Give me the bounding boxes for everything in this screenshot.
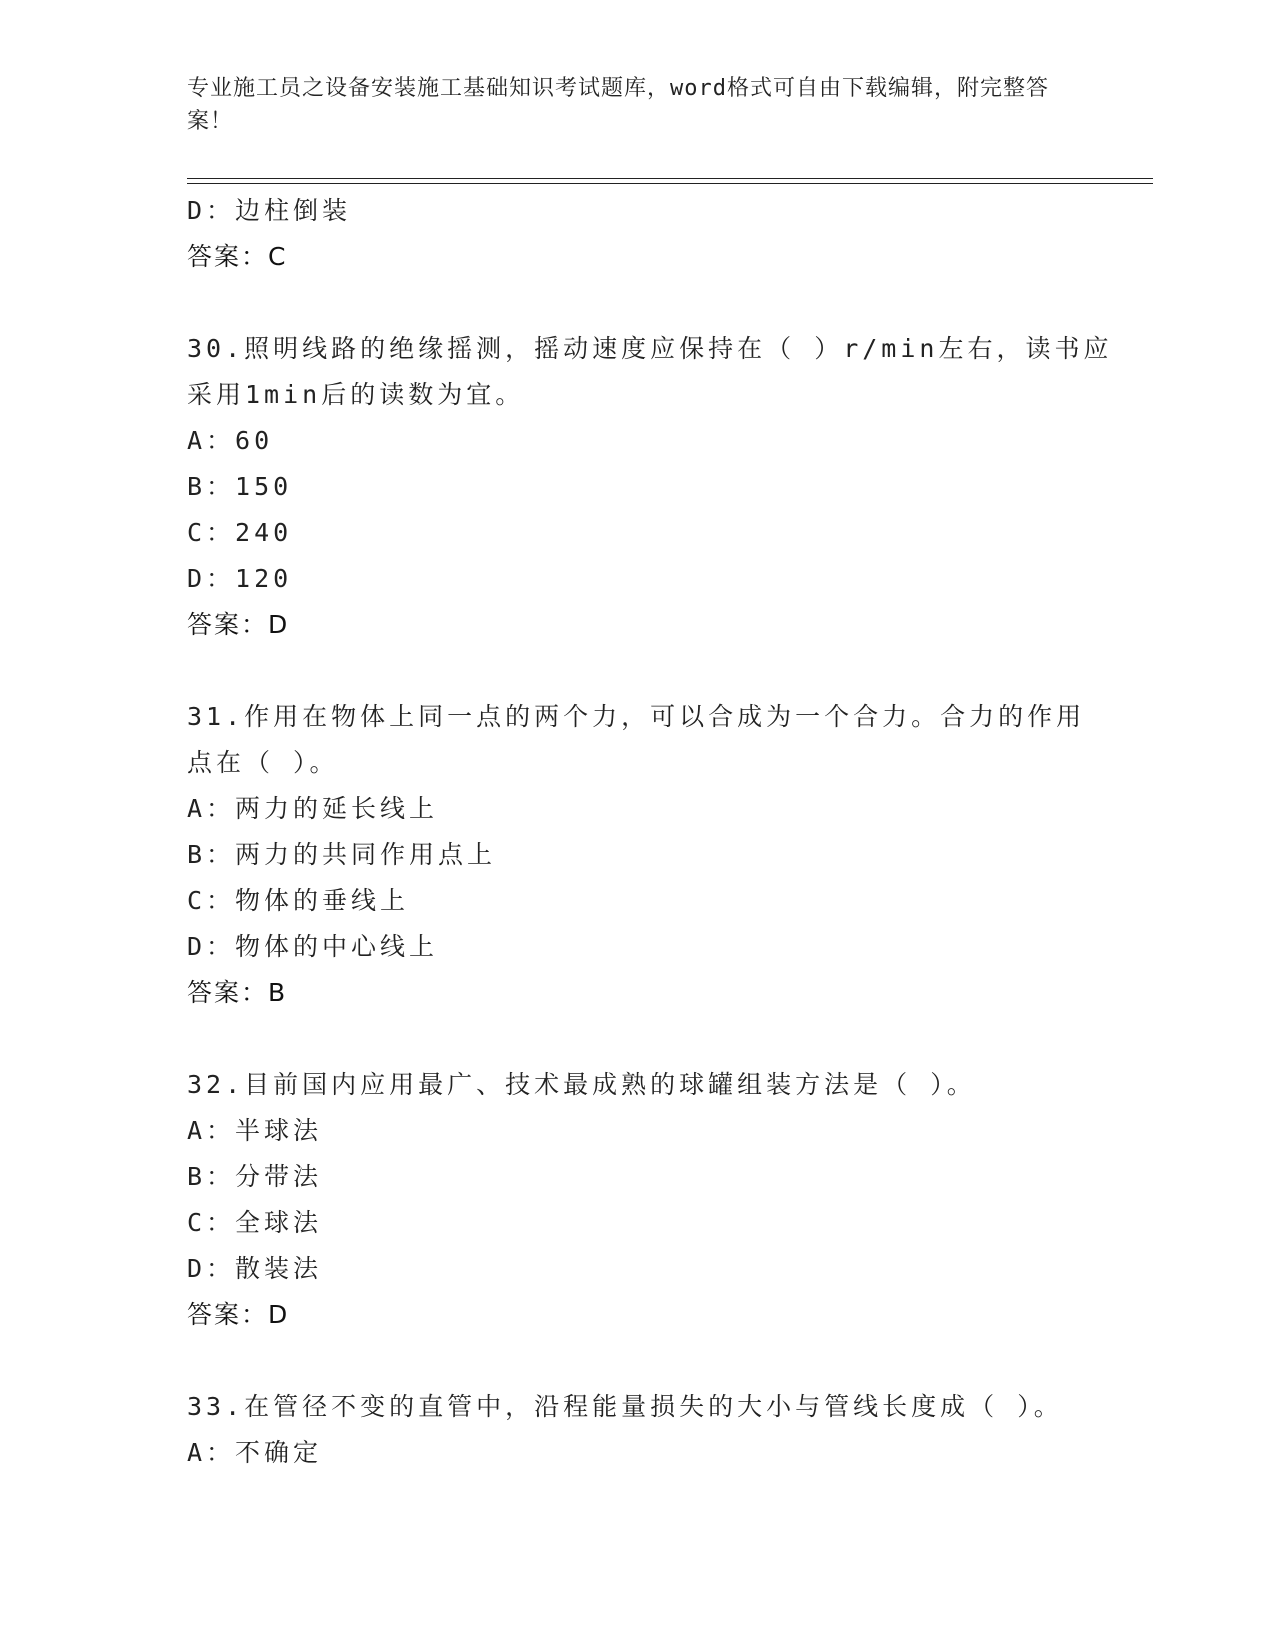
option-b: B：分带法 bbox=[187, 1162, 323, 1191]
spacer bbox=[187, 280, 1087, 326]
question-32 bbox=[187, 1062, 1087, 1338]
option-b: B：150 bbox=[187, 472, 293, 501]
carryover-answer: 答案：C bbox=[187, 242, 288, 271]
spacer bbox=[187, 1016, 1087, 1062]
question-stem-line2: 采用1min后的读数为宜。 bbox=[187, 380, 525, 409]
option-d: D：物体的中心线上 bbox=[187, 932, 439, 961]
option-a: A：半球法 bbox=[187, 1116, 323, 1145]
option-a: A：不确定 bbox=[187, 1438, 323, 1467]
option-c: C：全球法 bbox=[187, 1208, 323, 1237]
option-a: A：60 bbox=[187, 426, 274, 455]
question-stem-line1: 30.照明线路的绝缘摇测，摇动速度应保持在（ ）r/min左右，读书应 bbox=[187, 334, 1113, 363]
spacer bbox=[187, 1338, 1087, 1384]
option-c: C：240 bbox=[187, 518, 293, 547]
question-30 bbox=[187, 326, 1113, 648]
option-c: C：物体的垂线上 bbox=[187, 886, 410, 915]
question-stem-line1: 33.在管径不变的直管中，沿程能量损失的大小与管线长度成（ ）。 bbox=[187, 1392, 1063, 1421]
question-stem-line2: 点在（ ）。 bbox=[187, 748, 339, 777]
question-stem-line1: 31.作用在物体上同一点的两个力，可以合成为一个合力。合力的作用 bbox=[187, 702, 1086, 731]
question-31 bbox=[187, 694, 1087, 1016]
answer: 答案：D bbox=[187, 610, 290, 639]
carryover-option-d: D：边柱倒装 bbox=[187, 196, 352, 225]
option-d: D：120 bbox=[187, 564, 293, 593]
question-list bbox=[187, 188, 1113, 1476]
option-d: D：散装法 bbox=[187, 1254, 323, 1283]
header-note: 专业施工员之设备安装施工基础知识考试题库，word格式可自由下载编辑，附完整答案！ bbox=[187, 76, 1049, 134]
header-double-rule bbox=[187, 178, 1153, 184]
question-stem-line1: 32.目前国内应用最广、技术最成熟的球罐组装方法是（ ）。 bbox=[187, 1070, 976, 1099]
question-33 bbox=[187, 1384, 1087, 1476]
spacer bbox=[187, 648, 1087, 694]
answer: 答案：B bbox=[187, 978, 288, 1007]
option-a: A：两力的延长线上 bbox=[187, 794, 439, 823]
option-b: B：两力的共同作用点上 bbox=[187, 840, 497, 869]
answer: 答案：D bbox=[187, 1300, 290, 1329]
